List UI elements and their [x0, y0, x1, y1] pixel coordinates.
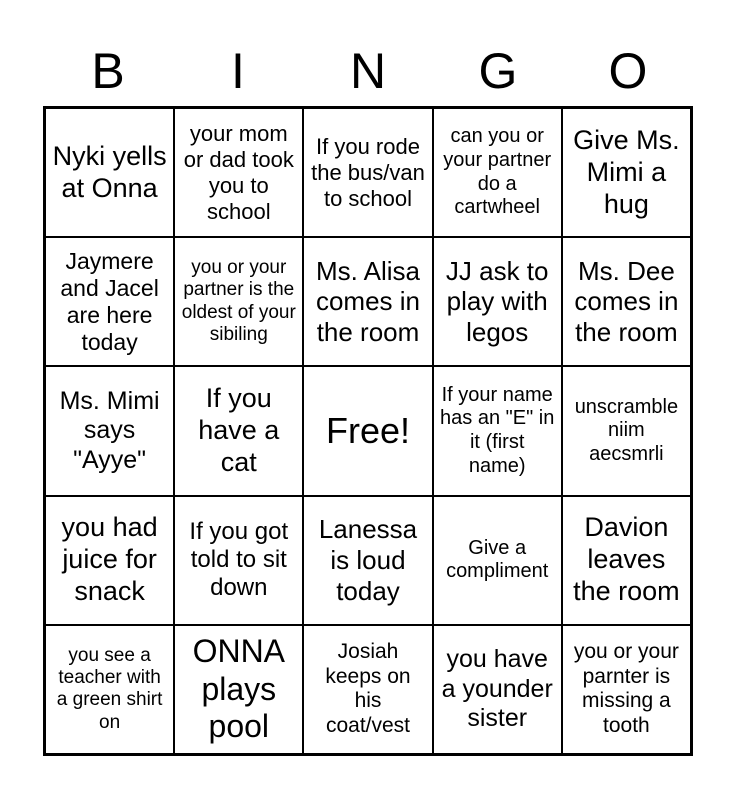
- bingo-cell-r5c5[interactable]: you or your parnter is missing a tooth: [562, 625, 691, 754]
- bingo-cell-free-space[interactable]: Free!: [303, 366, 432, 495]
- bingo-cell-r3c5[interactable]: unscramble niim aecsmrli: [562, 366, 691, 495]
- bingo-grid: [43, 106, 693, 756]
- bingo-cell-r2c1[interactable]: Jaymere and Jacel are here today: [45, 237, 174, 366]
- bingo-title-letter-o: O: [608, 43, 648, 99]
- bingo-title-letter-i: I: [231, 43, 245, 99]
- bingo-cell-r2c4[interactable]: JJ ask to play with legos: [433, 237, 562, 366]
- bingo-title-letter-b: B: [91, 43, 125, 99]
- bingo-cell-r4c4[interactable]: Give a compliment: [433, 496, 562, 625]
- bingo-cell-r5c2[interactable]: ONNA plays pool: [174, 625, 303, 754]
- bingo-cell-r4c2[interactable]: If you got told to sit down: [174, 496, 303, 625]
- bingo-cell-r3c1[interactable]: Ms. Mimi says "Ayye": [45, 366, 174, 495]
- bingo-title-letter-g: G: [478, 43, 518, 99]
- bingo-cell-r3c4[interactable]: If your name has an "E" in it (first name): [433, 366, 562, 495]
- bingo-cell-r4c1[interactable]: you had juice for snack: [45, 496, 174, 625]
- bingo-cell-r5c4[interactable]: you have a younder sister: [433, 625, 562, 754]
- bingo-cell-r5c3[interactable]: Josiah keeps on his coat/vest: [303, 625, 432, 754]
- bingo-cell-r1c5[interactable]: Give Ms. Mimi a hug: [562, 108, 691, 237]
- bingo-cell-r2c5[interactable]: Ms. Dee comes in the room: [562, 237, 691, 366]
- bingo-cell-r4c5[interactable]: Davion leaves the room: [562, 496, 691, 625]
- bingo-cell-r2c3[interactable]: Ms. Alisa comes in the room: [303, 237, 432, 366]
- bingo-title: [43, 43, 693, 99]
- bingo-cell-r5c1[interactable]: you see a teacher with a green shirt on: [45, 625, 174, 754]
- bingo-cell-r2c2[interactable]: you or your partner is the oldest of your sibiling: [174, 237, 303, 366]
- bingo-cell-r1c4[interactable]: can you or your partner do a cartwheel: [433, 108, 562, 237]
- bingo-cell-r1c3[interactable]: If you rode the bus/van to school: [303, 108, 432, 237]
- bingo-title-letter-n: N: [349, 43, 387, 99]
- bingo-cell-r4c3[interactable]: Lanessa is loud today: [303, 496, 432, 625]
- bingo-cell-r1c1[interactable]: Nyki yells at Onna: [45, 108, 174, 237]
- bingo-cell-r1c2[interactable]: your mom or dad took you to school: [174, 108, 303, 237]
- bingo-cell-r3c2[interactable]: If you have a cat: [174, 366, 303, 495]
